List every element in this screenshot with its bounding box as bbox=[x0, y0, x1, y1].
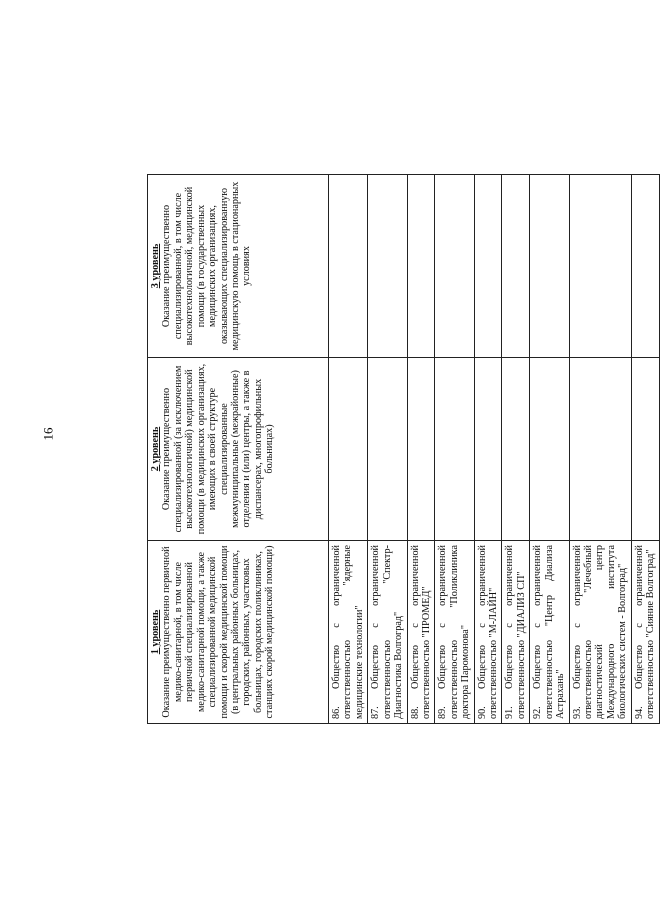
empty-cell bbox=[530, 175, 569, 358]
levels-table bbox=[147, 174, 660, 724]
empty-cell bbox=[502, 175, 530, 358]
table-body bbox=[329, 175, 660, 724]
org-cell: 94. Общество с ограниченной ответственностью "Сияние Волгоград" bbox=[631, 541, 659, 724]
org-cell: 86. Общество с ограниченной ответственностью "ядерные медицинские технологии" bbox=[329, 541, 368, 724]
table-row bbox=[569, 175, 631, 724]
org-cell: 92. Общество с ограниченной ответственностью "Центр Диализа Астрахань" bbox=[530, 541, 569, 724]
empty-cell bbox=[631, 358, 659, 541]
org-cell: 90. Общество с ограниченной ответственностью "М-ЛАЙН" bbox=[474, 541, 502, 724]
table-row bbox=[530, 175, 569, 724]
table-row bbox=[435, 175, 474, 724]
header-row bbox=[148, 175, 329, 724]
empty-cell bbox=[329, 175, 368, 358]
empty-cell bbox=[474, 175, 502, 358]
page-number: 16 bbox=[40, 427, 56, 441]
empty-cell bbox=[502, 358, 530, 541]
empty-cell bbox=[530, 358, 569, 541]
table-row bbox=[631, 175, 659, 724]
table-row bbox=[474, 175, 502, 724]
table-row bbox=[407, 175, 435, 724]
header-level-2 bbox=[148, 358, 329, 541]
empty-cell bbox=[407, 175, 435, 358]
header-level-3 bbox=[148, 175, 329, 358]
empty-cell bbox=[631, 175, 659, 358]
org-cell: 89. Общество с ограниченной ответственностью "Поликлиника доктора Паромонова" bbox=[435, 541, 474, 724]
level-1-title: 1 уровень bbox=[150, 609, 161, 655]
level-3-title: 3 уровень bbox=[150, 243, 161, 289]
table-row bbox=[368, 175, 407, 724]
rotated-table-container bbox=[147, 174, 657, 724]
empty-cell bbox=[368, 175, 407, 358]
level-1-desc: Оказание преимущественно первичной медико-санитарной, в том числе первичной специализированной медико-санитарной помощи, а также специализированной медицинской помощи и скорой медицинской помощи (в центральных районных больницах, городских, районных, участковых больницах, городских поликлиниках, станциях скорой медицинской помощи) bbox=[161, 545, 276, 719]
empty-cell bbox=[569, 358, 631, 541]
empty-cell bbox=[569, 175, 631, 358]
empty-cell bbox=[474, 358, 502, 541]
empty-cell bbox=[407, 358, 435, 541]
empty-cell bbox=[329, 358, 368, 541]
table-row bbox=[329, 175, 368, 724]
level-3-desc: Оказание преимущественно специализированной, в том числе высокотехнологичной, медицинской помощи (в государственных медицинских организациях, оказывающих специализированную медицинскую помощь в стационарных условиях bbox=[161, 181, 253, 351]
empty-cell bbox=[368, 358, 407, 541]
header-level-1 bbox=[148, 541, 329, 724]
org-cell: 93. Общество с ограниченной ответственностью "Лечебный диагностический центр Международного института биологических систем - Волгоград" bbox=[569, 541, 631, 724]
empty-cell bbox=[435, 358, 474, 541]
empty-cell bbox=[435, 175, 474, 358]
org-cell: 91. Общество с ограниченной ответственностью "ДИАЛИЗ СП" bbox=[502, 541, 530, 724]
org-cell: 87. Общество с ограниченной ответственностью "Спектр-Диагностика Волгоград" bbox=[368, 541, 407, 724]
level-2-desc: Оказание преимущественно специализированной (за исключением высокотехнологичной) медицинской помощи (в медицинских организациях, имеющих в своей структуре специализированные межмуниципальные (межрайонные) отделения и (или) центры, а также в диспансерах, многопрофильных больницах) bbox=[161, 363, 276, 535]
table-row bbox=[502, 175, 530, 724]
org-cell: 88. Общество с ограниченной ответственностью "ПРОМЕД" bbox=[407, 541, 435, 724]
level-2-title: 2 уровень bbox=[150, 426, 161, 472]
